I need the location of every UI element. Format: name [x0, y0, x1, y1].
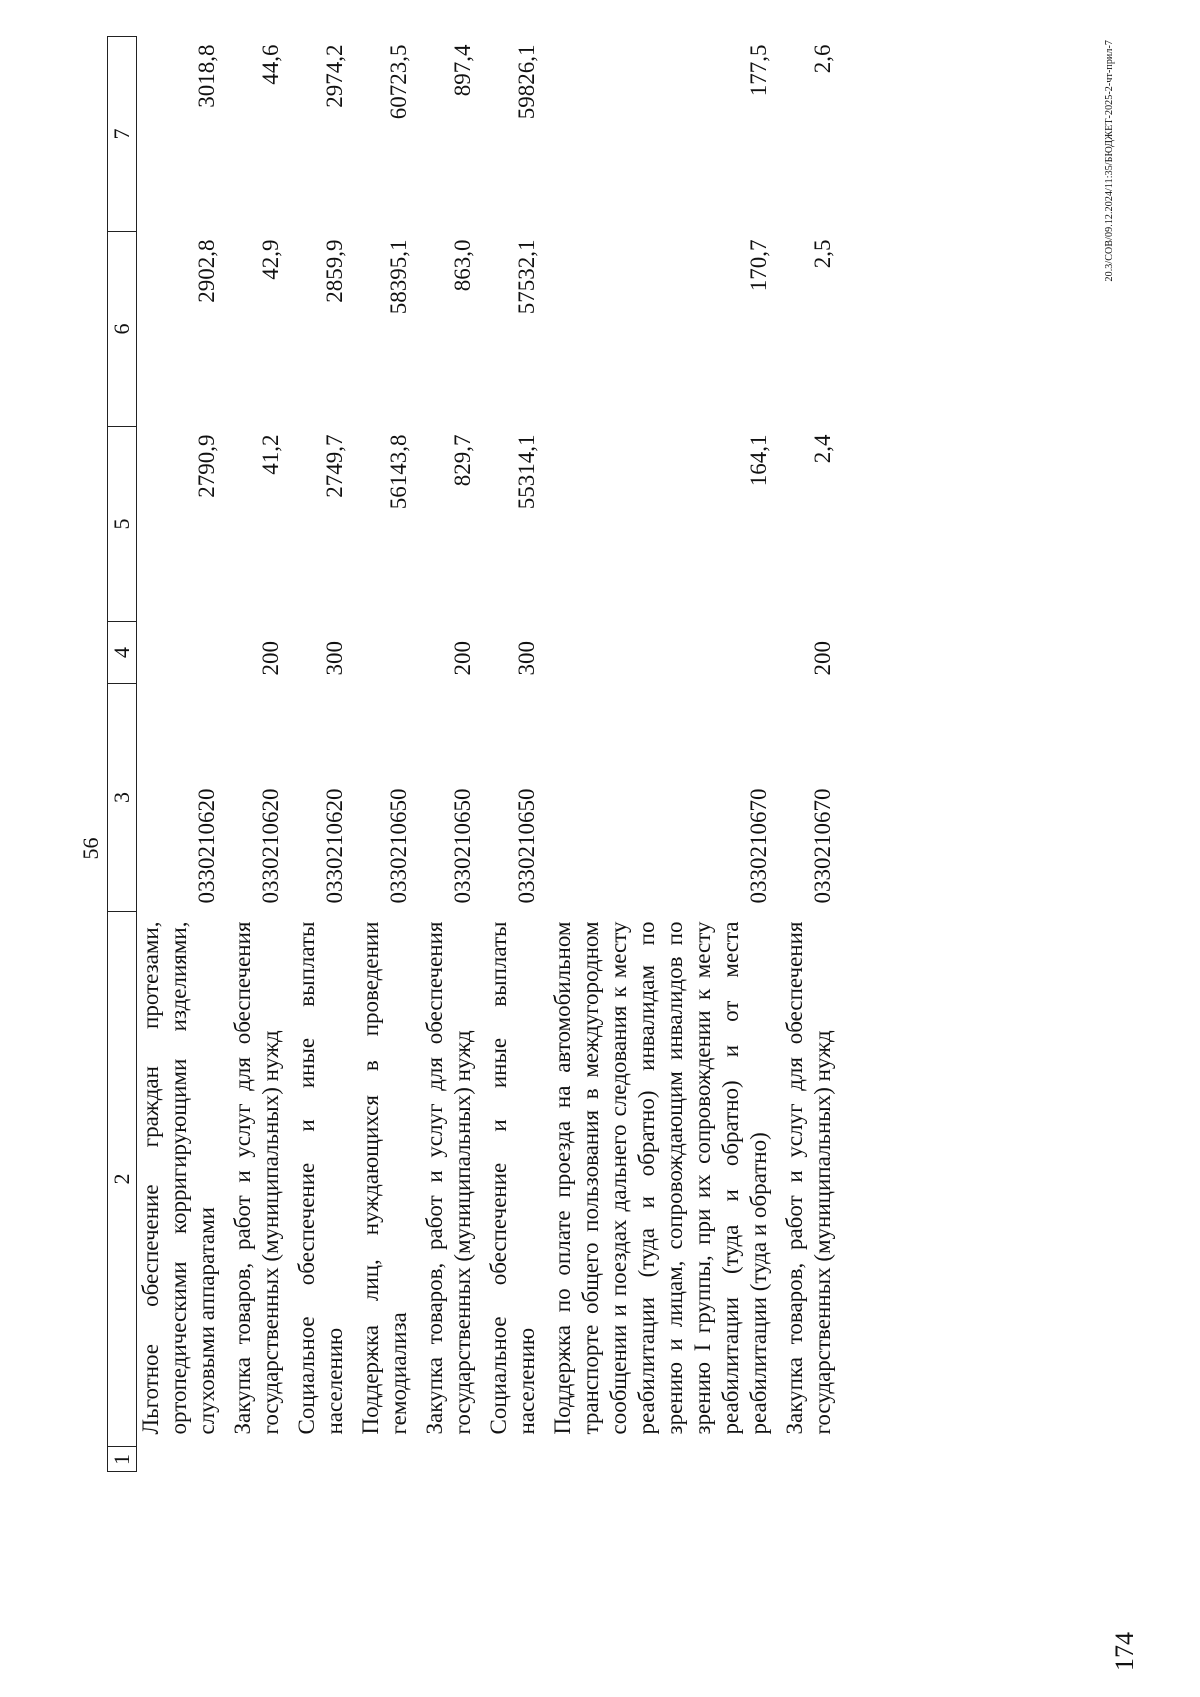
row-name: Льготное обеспечение граждан протезами, ортопедическими корригирующими изделиями, слуховыми аппаратами [138, 921, 219, 1435]
row-type: 300 [322, 641, 347, 676]
row-code: 0330210670 [810, 788, 835, 904]
sheet-number: 174 [1110, 1632, 1139, 1671]
row-value-6: 2859,9 [322, 239, 347, 303]
table-row [229, 37, 293, 1472]
row-value-6: 57532,1 [514, 239, 539, 315]
row-value-5: 41,2 [258, 434, 283, 475]
row-code: 0330210650 [450, 788, 475, 904]
row-name: Закупка товаров, работ и услуг для обеспечения государственных (муниципальных) нужд [230, 921, 283, 1435]
row-value-6: 2,5 [810, 239, 835, 269]
row-value-5: 829,7 [450, 434, 475, 487]
column-header: 2 [108, 912, 137, 1447]
row-value-5: 2,4 [810, 434, 835, 464]
table-header-row [108, 37, 137, 1472]
row-value-7: 177,5 [746, 44, 771, 97]
row-index [293, 1447, 357, 1472]
row-type: 200 [258, 641, 283, 676]
row-value-7: 2974,2 [322, 44, 347, 108]
row-type: 300 [514, 641, 539, 676]
row-name: Социальное обеспечение и иные выплаты населению [294, 921, 347, 1435]
row-index [549, 1447, 781, 1472]
row-value-5: 2790,9 [194, 434, 219, 498]
row-index [229, 1447, 293, 1472]
row-type [549, 622, 781, 684]
table-row [549, 37, 781, 1472]
row-name: Поддержка лиц, нуждающихся в проведении гемодиализа [358, 921, 411, 1435]
row-name: Поддержка по оплате проезда на автомобильном транспорте общего пользования в междугородном сообщении и поездах дальнего следования к месту реабилитации (туда и обратно) инвалидам по зрению и лицам, сопровождающим инвалидов по зрению I группы, при их сопровождении к месту реабилитации (туда и обратно) и от места реабилитации (туда и обратно) [550, 921, 771, 1435]
row-value-6: 58395,1 [386, 239, 411, 315]
row-value-5: 55314,1 [514, 434, 539, 510]
row-name: Закупка товаров, работ и услуг для обеспечения государственных (муниципальных) нужд [782, 921, 835, 1435]
table-row [293, 37, 357, 1472]
column-header: 5 [108, 427, 137, 622]
row-value-7: 59826,1 [514, 44, 539, 120]
row-value-6: 863,0 [450, 239, 475, 292]
row-type [357, 622, 421, 684]
row-value-7: 2,6 [810, 44, 835, 74]
page-number: 56 [78, 837, 103, 860]
row-type: 200 [810, 641, 835, 676]
budget-table [107, 36, 845, 1472]
column-header: 6 [108, 232, 137, 427]
row-index [137, 1447, 230, 1472]
row-type: 200 [450, 641, 475, 676]
row-index [485, 1447, 549, 1472]
row-value-7: 3018,8 [194, 44, 219, 108]
row-value-7: 60723,5 [386, 44, 411, 120]
row-value-7: 44,6 [258, 44, 283, 85]
row-code: 0330210620 [322, 788, 347, 904]
row-index [357, 1447, 421, 1472]
column-header: 1 [108, 1447, 137, 1472]
row-code: 0330210650 [386, 788, 411, 904]
row-value-5: 56143,8 [386, 434, 411, 510]
table-row [781, 37, 845, 1472]
row-value-6: 42,9 [258, 239, 283, 280]
document-code: 20.3/СОВ/09.12.2024/11:35/БЮДЖЕТ-2025-2-чт-прил-7 [1104, 40, 1115, 282]
table-row [421, 37, 485, 1472]
table-row [485, 37, 549, 1472]
row-name: Закупка товаров, работ и услуг для обеспечения государственных (муниципальных) нужд [422, 921, 475, 1435]
row-type [137, 622, 230, 684]
table-row [357, 37, 421, 1472]
column-header: 7 [108, 37, 137, 232]
row-value-6: 2902,8 [194, 239, 219, 303]
row-index [781, 1447, 845, 1472]
column-header: 3 [108, 684, 137, 912]
table-row [137, 37, 230, 1472]
row-value-7: 897,4 [450, 44, 475, 97]
row-code: 0330210650 [514, 788, 539, 904]
row-code: 0330210620 [194, 788, 219, 904]
row-value-5: 164,1 [746, 434, 771, 487]
row-code: 0330210620 [258, 788, 283, 904]
row-value-5: 2749,7 [322, 434, 347, 498]
row-code: 0330210670 [746, 788, 771, 904]
column-header: 4 [108, 622, 137, 684]
row-index [421, 1447, 485, 1472]
row-value-6: 170,7 [746, 239, 771, 292]
row-name: Социальное обеспечение и иные выплаты населению [486, 921, 539, 1435]
